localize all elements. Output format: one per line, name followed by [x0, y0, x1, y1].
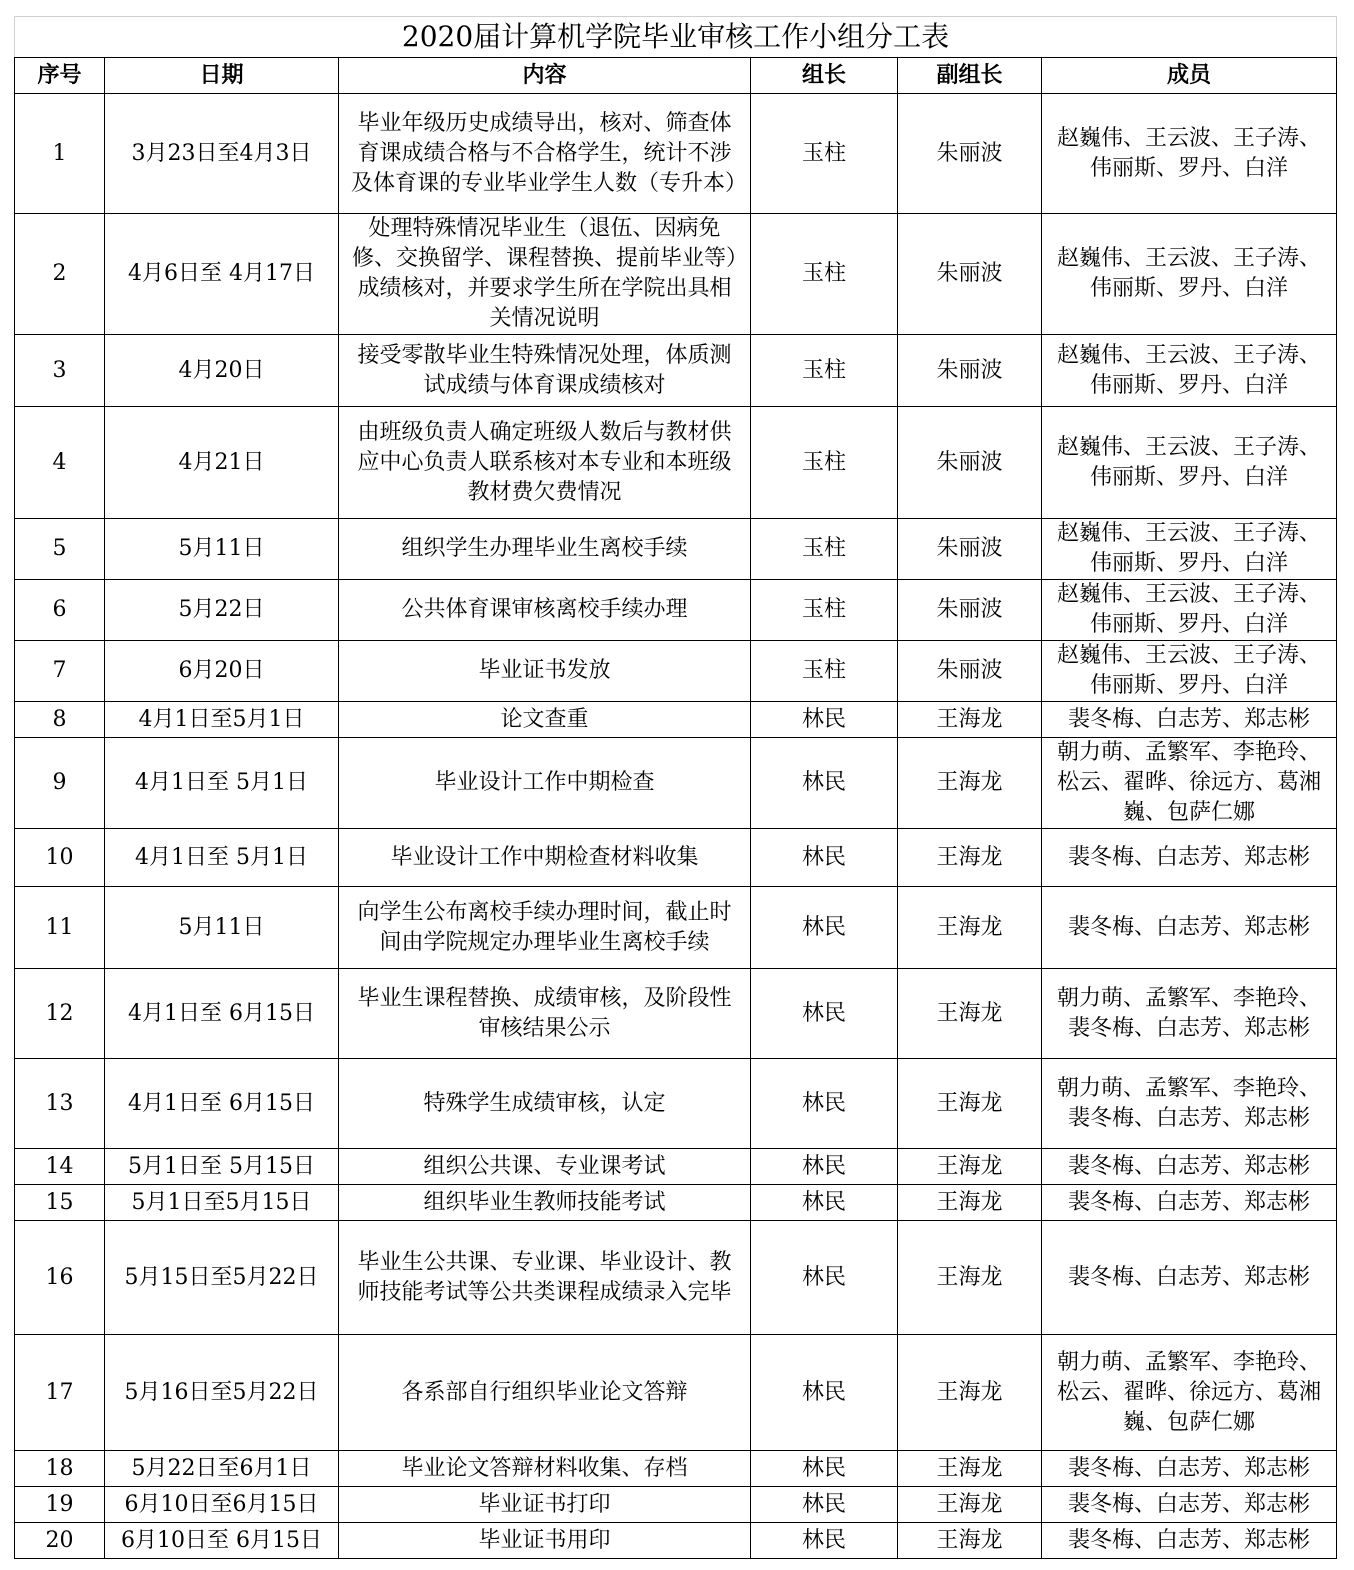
- cell-no: 17: [15, 1335, 105, 1451]
- cell-deputy: 王海龙: [898, 1523, 1042, 1559]
- cell-date: 4月20日: [105, 335, 339, 407]
- cell-date: 6月20日: [105, 641, 339, 702]
- cell-leader: 林民: [751, 1487, 898, 1523]
- cell-no: 4: [15, 407, 105, 519]
- table-row: [15, 1451, 1337, 1487]
- cell-deputy: 王海龙: [898, 1149, 1042, 1185]
- cell-date: 5月11日: [105, 519, 339, 580]
- cell-content: 毕业设计工作中期检查: [339, 738, 751, 829]
- cell-leader: 林民: [751, 1221, 898, 1335]
- spreadsheet: [14, 16, 1336, 1559]
- cell-no: 20: [15, 1523, 105, 1559]
- cell-leader: 玉柱: [751, 519, 898, 580]
- cell-content: 向学生公布离校手续办理时间，截止时间由学院规定办理毕业生离校手续: [339, 887, 751, 969]
- cell-no: 7: [15, 641, 105, 702]
- table-row: [15, 1523, 1337, 1559]
- cell-deputy: 朱丽波: [898, 641, 1042, 702]
- table-row: [15, 641, 1337, 702]
- table-title: 2020届计算机学院毕业审核工作小组分工表: [15, 17, 1337, 58]
- table-row: [15, 335, 1337, 407]
- cell-content: 接受零散毕业生特殊情况处理，体质测试成绩与体育课成绩核对: [339, 335, 751, 407]
- cell-leader: 林民: [751, 887, 898, 969]
- title-row: [15, 17, 1337, 58]
- table-row: [15, 1059, 1337, 1149]
- cell-deputy: 王海龙: [898, 1059, 1042, 1149]
- cell-date: 6月10日至 6月15日: [105, 1523, 339, 1559]
- table-row: [15, 1487, 1337, 1523]
- cell-no: 9: [15, 738, 105, 829]
- cell-deputy: 朱丽波: [898, 214, 1042, 335]
- cell-deputy: 王海龙: [898, 1221, 1042, 1335]
- cell-content: 毕业论文答辩材料收集、存档: [339, 1451, 751, 1487]
- cell-members: 裴冬梅、白志芳、郑志彬: [1042, 1451, 1337, 1487]
- cell-members: 裴冬梅、白志芳、郑志彬: [1042, 1149, 1337, 1185]
- cell-members: 裴冬梅、白志芳、郑志彬: [1042, 702, 1337, 738]
- cell-date: 5月1日至 5月15日: [105, 1149, 339, 1185]
- cell-content: 毕业生课程替换、成绩审核，及阶段性审核结果公示: [339, 969, 751, 1059]
- assignment-table: [14, 16, 1337, 1559]
- header-no: 序号: [15, 58, 105, 94]
- cell-members: 裴冬梅、白志芳、郑志彬: [1042, 829, 1337, 887]
- cell-no: 19: [15, 1487, 105, 1523]
- cell-deputy: 王海龙: [898, 969, 1042, 1059]
- cell-date: 5月22日: [105, 580, 339, 641]
- cell-members: 赵巍伟、王云波、王子涛、伟丽斯、罗丹、白洋: [1042, 580, 1337, 641]
- header-leader: 组长: [751, 58, 898, 94]
- cell-no: 14: [15, 1149, 105, 1185]
- cell-leader: 玉柱: [751, 407, 898, 519]
- cell-deputy: 王海龙: [898, 1487, 1042, 1523]
- cell-content: 毕业生公共课、专业课、毕业设计、教师技能考试等公共类课程成绩录入完毕: [339, 1221, 751, 1335]
- cell-leader: 玉柱: [751, 641, 898, 702]
- cell-date: 4月1日至 6月15日: [105, 1059, 339, 1149]
- cell-leader: 林民: [751, 829, 898, 887]
- header-date: 日期: [105, 58, 339, 94]
- cell-members: 朝力萌、孟繁军、李艳玲、松云、翟晔、徐远方、葛湘巍、包萨仁娜: [1042, 738, 1337, 829]
- cell-members: 赵巍伟、王云波、王子涛、伟丽斯、罗丹、白洋: [1042, 641, 1337, 702]
- cell-deputy: 朱丽波: [898, 94, 1042, 214]
- header-row: [15, 58, 1337, 94]
- header-deputy: 副组长: [898, 58, 1042, 94]
- cell-no: 3: [15, 335, 105, 407]
- cell-date: 5月22日至6月1日: [105, 1451, 339, 1487]
- cell-no: 10: [15, 829, 105, 887]
- cell-leader: 林民: [751, 969, 898, 1059]
- cell-leader: 玉柱: [751, 94, 898, 214]
- cell-content: 特殊学生成绩审核，认定: [339, 1059, 751, 1149]
- cell-content: 毕业年级历史成绩导出，核对、筛查体育课成绩合格与不合格学生，统计不涉及体育课的专业毕业学生人数（专升本）: [339, 94, 751, 214]
- table-row: [15, 829, 1337, 887]
- table-row: [15, 1335, 1337, 1451]
- cell-content: 由班级负责人确定班级人数后与教材供应中心负责人联系核对本专业和本班级教材费欠费情况: [339, 407, 751, 519]
- table-row: [15, 1185, 1337, 1221]
- cell-no: 13: [15, 1059, 105, 1149]
- cell-members: 裴冬梅、白志芳、郑志彬: [1042, 1523, 1337, 1559]
- cell-content: 组织毕业生教师技能考试: [339, 1185, 751, 1221]
- table-row: [15, 214, 1337, 335]
- cell-members: 朝力萌、孟繁军、李艳玲、裴冬梅、白志芳、郑志彬: [1042, 969, 1337, 1059]
- cell-deputy: 王海龙: [898, 887, 1042, 969]
- cell-members: 赵巍伟、王云波、王子涛、伟丽斯、罗丹、白洋: [1042, 214, 1337, 335]
- cell-date: 5月16日至5月22日: [105, 1335, 339, 1451]
- table-row: [15, 738, 1337, 829]
- cell-deputy: 王海龙: [898, 738, 1042, 829]
- table-row: [15, 1221, 1337, 1335]
- cell-deputy: 王海龙: [898, 1185, 1042, 1221]
- table-row: [15, 580, 1337, 641]
- cell-content: 公共体育课审核离校手续办理: [339, 580, 751, 641]
- cell-no: 18: [15, 1451, 105, 1487]
- cell-members: 赵巍伟、王云波、王子涛、伟丽斯、罗丹、白洋: [1042, 335, 1337, 407]
- table-row: [15, 1149, 1337, 1185]
- cell-date: 4月1日至 6月15日: [105, 969, 339, 1059]
- cell-members: 裴冬梅、白志芳、郑志彬: [1042, 1487, 1337, 1523]
- cell-no: 11: [15, 887, 105, 969]
- cell-deputy: 朱丽波: [898, 407, 1042, 519]
- cell-members: 裴冬梅、白志芳、郑志彬: [1042, 1221, 1337, 1335]
- header-content: 内容: [339, 58, 751, 94]
- cell-no: 2: [15, 214, 105, 335]
- table-row: [15, 407, 1337, 519]
- cell-no: 15: [15, 1185, 105, 1221]
- cell-deputy: 朱丽波: [898, 335, 1042, 407]
- cell-deputy: 王海龙: [898, 1335, 1042, 1451]
- header-members: 成员: [1042, 58, 1337, 94]
- cell-no: 6: [15, 580, 105, 641]
- cell-no: 5: [15, 519, 105, 580]
- cell-date: 5月11日: [105, 887, 339, 969]
- cell-deputy: 王海龙: [898, 829, 1042, 887]
- cell-leader: 玉柱: [751, 335, 898, 407]
- cell-content: 处理特殊情况毕业生（退伍、因病免修、交换留学、课程替换、提前毕业等）成绩核对，并要求学生所在学院出具相关情况说明: [339, 214, 751, 335]
- cell-leader: 林民: [751, 1335, 898, 1451]
- cell-members: 赵巍伟、王云波、王子涛、伟丽斯、罗丹、白洋: [1042, 407, 1337, 519]
- cell-deputy: 王海龙: [898, 1451, 1042, 1487]
- cell-date: 4月21日: [105, 407, 339, 519]
- cell-members: 朝力萌、孟繁军、李艳玲、松云、翟晔、徐远方、葛湘巍、包萨仁娜: [1042, 1335, 1337, 1451]
- cell-leader: 林民: [751, 702, 898, 738]
- cell-date: 5月1日至5月15日: [105, 1185, 339, 1221]
- cell-leader: 林民: [751, 1451, 898, 1487]
- table-row: [15, 519, 1337, 580]
- cell-content: 毕业证书发放: [339, 641, 751, 702]
- cell-members: 赵巍伟、王云波、王子涛、伟丽斯、罗丹、白洋: [1042, 519, 1337, 580]
- cell-no: 16: [15, 1221, 105, 1335]
- cell-content: 论文查重: [339, 702, 751, 738]
- cell-deputy: 王海龙: [898, 702, 1042, 738]
- table-row: [15, 94, 1337, 214]
- cell-no: 12: [15, 969, 105, 1059]
- cell-date: 4月1日至 5月1日: [105, 829, 339, 887]
- cell-deputy: 朱丽波: [898, 519, 1042, 580]
- cell-members: 赵巍伟、王云波、王子涛、伟丽斯、罗丹、白洋: [1042, 94, 1337, 214]
- cell-date: 3月23日至4月3日: [105, 94, 339, 214]
- cell-date: 5月15日至5月22日: [105, 1221, 339, 1335]
- cell-date: 4月1日至5月1日: [105, 702, 339, 738]
- cell-content: 毕业设计工作中期检查材料收集: [339, 829, 751, 887]
- table-row: [15, 887, 1337, 969]
- table-row: [15, 969, 1337, 1059]
- cell-members: 朝力萌、孟繁军、李艳玲、裴冬梅、白志芳、郑志彬: [1042, 1059, 1337, 1149]
- table-body: [15, 94, 1337, 1559]
- cell-leader: 林民: [751, 738, 898, 829]
- cell-no: 1: [15, 94, 105, 214]
- cell-deputy: 朱丽波: [898, 580, 1042, 641]
- cell-members: 裴冬梅、白志芳、郑志彬: [1042, 1185, 1337, 1221]
- cell-leader: 玉柱: [751, 214, 898, 335]
- cell-members: 裴冬梅、白志芳、郑志彬: [1042, 887, 1337, 969]
- cell-date: 6月10日至6月15日: [105, 1487, 339, 1523]
- cell-content: 毕业证书打印: [339, 1487, 751, 1523]
- cell-leader: 玉柱: [751, 580, 898, 641]
- cell-content: 组织学生办理毕业生离校手续: [339, 519, 751, 580]
- cell-leader: 林民: [751, 1185, 898, 1221]
- cell-date: 4月6日至 4月17日: [105, 214, 339, 335]
- cell-content: 各系部自行组织毕业论文答辩: [339, 1335, 751, 1451]
- cell-content: 毕业证书用印: [339, 1523, 751, 1559]
- cell-leader: 林民: [751, 1149, 898, 1185]
- cell-no: 8: [15, 702, 105, 738]
- cell-date: 4月1日至 5月1日: [105, 738, 339, 829]
- cell-leader: 林民: [751, 1523, 898, 1559]
- cell-leader: 林民: [751, 1059, 898, 1149]
- cell-content: 组织公共课、专业课考试: [339, 1149, 751, 1185]
- table-row: [15, 702, 1337, 738]
